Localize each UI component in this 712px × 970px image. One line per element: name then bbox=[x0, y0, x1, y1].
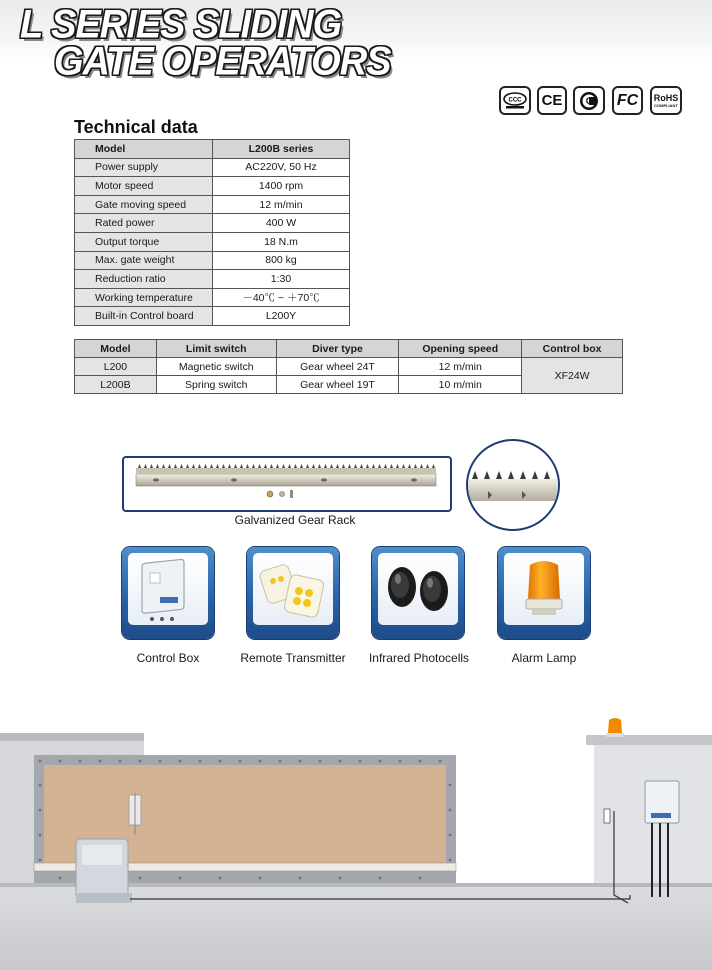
control-box-icon bbox=[128, 553, 208, 625]
cell-limit-switch: Magnetic switch bbox=[156, 358, 276, 376]
row-value: 800 kg bbox=[213, 251, 350, 270]
alarm-lamp-label: Alarm Lamp bbox=[511, 651, 577, 665]
ccc-logo-icon bbox=[502, 91, 528, 111]
fc-cert-icon bbox=[612, 86, 643, 115]
card-inner bbox=[378, 553, 458, 625]
rohs-mark: RoHS bbox=[653, 92, 679, 103]
table-row bbox=[75, 232, 350, 251]
card-inner bbox=[504, 553, 584, 625]
table-header-row bbox=[75, 140, 350, 159]
row-label: Working temperature bbox=[75, 288, 213, 307]
gate-motor-icon bbox=[76, 839, 132, 903]
ccc-cert-icon bbox=[499, 86, 531, 115]
cell-model: L200 bbox=[75, 358, 157, 376]
technical-data-title: Technical data bbox=[74, 117, 198, 137]
gear-rack-icon bbox=[124, 458, 446, 506]
wall-alarm-lamp-icon bbox=[606, 718, 624, 737]
row-label: Power supply bbox=[75, 158, 213, 177]
gear-rack-frame bbox=[122, 456, 452, 512]
remote-transmitter-label: Remote Transmitter bbox=[240, 651, 346, 665]
header-cell: Model bbox=[75, 340, 157, 358]
table-row bbox=[75, 158, 350, 177]
table-row bbox=[75, 195, 350, 214]
model-comparison-table bbox=[74, 339, 623, 394]
row-value: 18 N.m bbox=[213, 232, 350, 251]
table-header-row bbox=[75, 340, 623, 358]
row-value: AC220V, 50 Hz bbox=[213, 158, 350, 177]
cell-opening-speed: 12 m/min bbox=[399, 358, 522, 376]
row-value: －40℃ ~ ＋70℃ bbox=[213, 288, 350, 307]
photocells-card bbox=[372, 547, 464, 639]
table-row bbox=[75, 177, 350, 196]
fc-mark: FC bbox=[616, 91, 639, 109]
row-value: 1:30 bbox=[213, 270, 350, 289]
row-value: 12 m/min bbox=[213, 195, 350, 214]
remote-transmitter-card bbox=[247, 547, 339, 639]
header-cell: Model bbox=[75, 140, 213, 159]
control-box-label: Control Box bbox=[136, 651, 200, 665]
installation-illustration bbox=[0, 715, 712, 970]
header-cell: Diver type bbox=[276, 340, 399, 358]
control-box-card bbox=[122, 547, 214, 639]
photocells-icon bbox=[378, 553, 458, 625]
row-value: 400 W bbox=[213, 214, 350, 233]
table-row bbox=[75, 214, 350, 233]
row-label: Motor speed bbox=[75, 177, 213, 196]
row-label: Rated power bbox=[75, 214, 213, 233]
cell-diver-type: Gear wheel 19T bbox=[276, 376, 399, 394]
remote-transmitter-icon bbox=[253, 553, 333, 625]
cell-control-box: XF24W bbox=[522, 358, 623, 394]
row-label: Output torque bbox=[75, 232, 213, 251]
header-cell: Opening speed bbox=[399, 340, 522, 358]
ce-cert-icon bbox=[537, 86, 567, 115]
cell-opening-speed: 10 m/min bbox=[399, 376, 522, 394]
row-label: Gate moving speed bbox=[75, 195, 213, 214]
technical-data-table bbox=[74, 139, 350, 326]
row-value: 1400 rpm bbox=[213, 177, 350, 196]
alarm-lamp-icon bbox=[504, 553, 584, 625]
rack-screws-icon bbox=[267, 490, 293, 498]
table-row bbox=[75, 288, 350, 307]
photocell-receiver bbox=[604, 809, 610, 823]
cell-model: L200B bbox=[75, 376, 157, 394]
table-row bbox=[75, 307, 350, 326]
gear-rack-caption: Galvanized Gear Rack bbox=[234, 513, 356, 527]
cell-limit-switch: Spring switch bbox=[156, 376, 276, 394]
c-tick-logo-icon bbox=[577, 90, 601, 112]
table-row bbox=[75, 251, 350, 270]
header-cell: L200B series bbox=[213, 140, 350, 159]
row-label: Reduction ratio bbox=[75, 270, 213, 289]
row-label: Max. gate weight bbox=[75, 251, 213, 270]
row-value: L200Y bbox=[213, 307, 350, 326]
rohs-cert-icon bbox=[650, 86, 682, 115]
alarm-lamp-card bbox=[498, 547, 590, 639]
svg-text:CCC: CCC bbox=[508, 97, 522, 103]
table-row bbox=[75, 270, 350, 289]
photocells-label: Infrared Photocells bbox=[368, 651, 470, 665]
table-row bbox=[75, 358, 623, 376]
title-line-2: GATE OPERATORS bbox=[54, 39, 391, 85]
card-inner bbox=[128, 553, 208, 625]
gear-rack-closeup-icon bbox=[468, 441, 558, 529]
header-cell: Limit switch bbox=[156, 340, 276, 358]
header-cell: Control box bbox=[522, 340, 623, 358]
c-tick-cert-icon bbox=[573, 86, 605, 115]
svg-text:C: C bbox=[585, 95, 593, 106]
row-label: Built-in Control board bbox=[75, 307, 213, 326]
rohs-sub: COMPLIANT bbox=[654, 102, 678, 108]
card-inner bbox=[253, 553, 333, 625]
cell-diver-type: Gear wheel 24T bbox=[276, 358, 399, 376]
ce-mark: CE bbox=[541, 92, 563, 109]
title-line-1: L SERIES SLIDING bbox=[20, 2, 342, 48]
gear-rack-closeup bbox=[466, 439, 560, 531]
